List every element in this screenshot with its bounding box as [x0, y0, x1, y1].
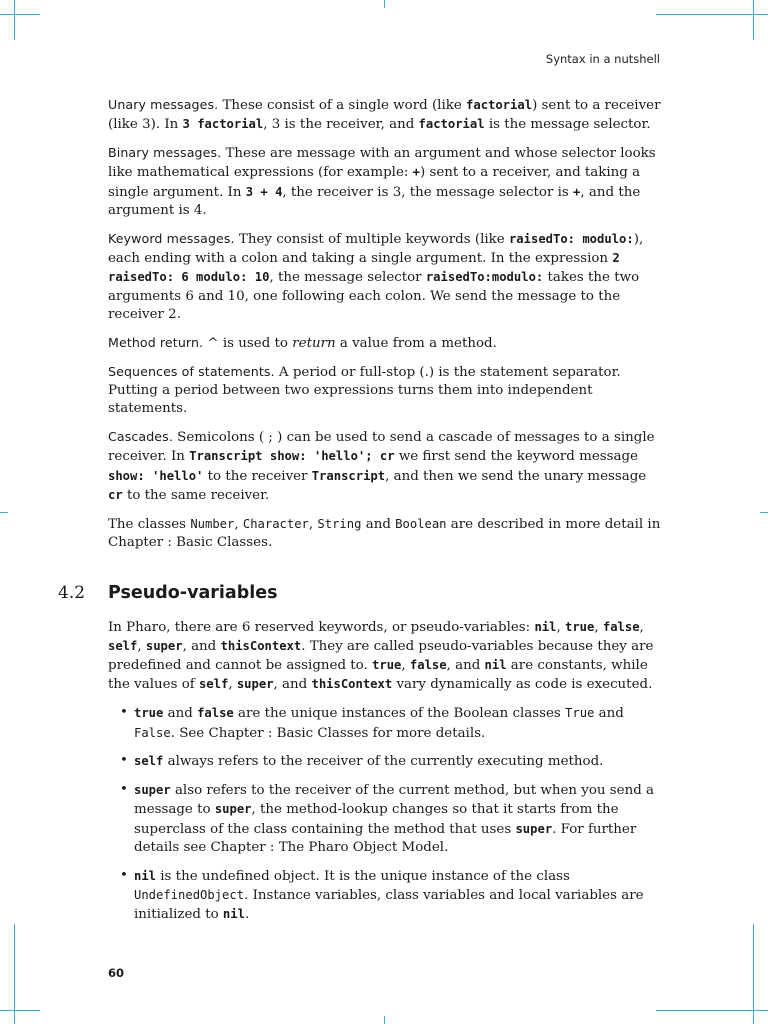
- code: thisContext: [220, 638, 302, 653]
- code: nil: [222, 907, 245, 922]
- code: show: 'hello': [108, 468, 204, 483]
- text: These consist of a single word (like: [218, 98, 467, 113]
- text: ,: [594, 619, 603, 635]
- text: ,: [401, 658, 410, 674]
- text: takes the two arguments 6 and 10, one following each colon. We send the message to the receiver 2.: [108, 270, 640, 322]
- text: . They are called pseudo-variables because they are predefined and cannot be assigned to.: [108, 638, 654, 674]
- text: vary dynamically as code is executed.: [392, 677, 653, 693]
- term: Unary messages.: [108, 97, 219, 112]
- text: , the receiver is 3, the message selector is: [282, 184, 574, 200]
- paragraph-method-return: [108, 334, 664, 353]
- code: factorial: [418, 117, 485, 132]
- text: . For further details see Chapter : The Pharo Object Model.: [134, 821, 637, 855]
- text: , and the argument is 4.: [108, 184, 641, 218]
- text: , and then we send the unary message: [385, 468, 647, 484]
- term: Keyword messages.: [108, 230, 235, 246]
- text: ,: [308, 516, 318, 532]
- code: super: [214, 802, 252, 817]
- text: Semicolons ( ; ) can be used to send a cascade of messages to a single receiver. In: [108, 429, 655, 465]
- code: factorial: [466, 98, 533, 112]
- code: super: [134, 783, 171, 798]
- code: super: [145, 638, 183, 653]
- term: Method return.: [108, 334, 204, 350]
- code: self: [108, 638, 138, 653]
- code: true: [372, 658, 402, 673]
- text: , 3 is the receiver, and: [263, 117, 419, 133]
- text: is the undefined object. It is the unique instance of the class: [156, 868, 570, 884]
- text: are the unique instances of the Boolean classes: [233, 706, 566, 722]
- code: Transcript show: 'hello'; cr: [189, 449, 395, 464]
- text: , the message selector: [269, 270, 426, 286]
- text: ) sent to a receiver (like 3). In: [108, 98, 661, 133]
- code: thisContext: [311, 677, 393, 692]
- list-item: [134, 752, 664, 771]
- code: String: [317, 516, 362, 531]
- emphasis: return: [292, 335, 336, 351]
- crop-mark: [753, 0, 754, 40]
- paragraph-cascades: [108, 428, 664, 505]
- code: Number: [190, 516, 235, 531]
- text: ) sent to a receiver, and taking a single argument. In: [108, 165, 641, 200]
- text: ,: [556, 619, 565, 635]
- code: 3 + 4: [245, 184, 283, 199]
- crop-mark: [0, 512, 8, 513]
- code: 3 factorial: [182, 117, 264, 132]
- code: false: [409, 658, 447, 673]
- text: , and: [273, 677, 312, 693]
- text: a value from a method.: [335, 335, 497, 351]
- text: are described in more detail in Chapter : Basic Classes.: [108, 516, 661, 550]
- paragraph-sequences: [108, 363, 664, 419]
- list-item: [134, 867, 664, 925]
- code: Character: [242, 516, 309, 531]
- text: to the receiver: [203, 468, 312, 484]
- text: to the same receiver.: [122, 487, 270, 503]
- crop-mark: [384, 1016, 385, 1024]
- text: . See Chapter : Basic Classes for more details.: [170, 725, 486, 741]
- crop-mark: [0, 14, 40, 15]
- crop-mark: [14, 924, 15, 1024]
- code: Transcript: [311, 468, 386, 483]
- text: ^ is used to: [203, 335, 293, 351]
- text: In Pharo, there are 6 reserved keywords, or pseudo-variables:: [108, 619, 535, 635]
- crop-mark: [753, 924, 754, 1024]
- code: super: [236, 677, 274, 692]
- text: we first send the keyword message: [394, 449, 638, 465]
- text: ), each ending with a colon and taking a single argument. In the expression: [108, 231, 644, 267]
- list-item: [134, 781, 664, 857]
- section-number: 4.2: [58, 583, 86, 604]
- text: They consist of multiple keywords (like: [234, 231, 509, 247]
- text: also refers to the receiver of the current method, but when you send a message to: [134, 783, 655, 818]
- text: , and: [182, 638, 221, 654]
- text: is the message selector.: [484, 117, 651, 133]
- code: True: [565, 706, 595, 721]
- bullet-list: [108, 704, 664, 924]
- code: +: [573, 184, 581, 199]
- paragraph-classes: [108, 515, 664, 553]
- section-heading: [58, 584, 664, 604]
- code: nil: [134, 868, 157, 883]
- text: are constants, while the values of: [108, 658, 648, 693]
- text: and: [361, 516, 396, 532]
- code: super: [515, 821, 553, 836]
- code: self: [198, 677, 229, 692]
- crop-mark: [384, 0, 385, 8]
- code: raisedTo:modulo:: [425, 270, 544, 285]
- crop-mark: [0, 1010, 40, 1011]
- code: +: [412, 165, 421, 180]
- paragraph-unary-messages: [108, 96, 664, 135]
- code: nil: [484, 658, 507, 673]
- code: cr: [108, 487, 123, 502]
- code: UndefinedObject: [134, 888, 245, 903]
- code: raisedTo: modulo:: [508, 231, 634, 246]
- code: false: [197, 706, 234, 721]
- paragraph-keyword-messages: [108, 230, 664, 324]
- code: false: [602, 619, 640, 634]
- crop-mark: [656, 1010, 768, 1011]
- crop-mark: [14, 0, 15, 40]
- term: Sequences of statements.: [108, 363, 275, 379]
- term: Binary messages.: [108, 145, 222, 161]
- text: . Instance variables, class variables and local variables are initialized to: [134, 888, 644, 923]
- text: , the method-lookup changes so that it starts from the superclass of the class containing the method that uses: [134, 802, 619, 837]
- running-header: Syntax in a nutshell: [545, 52, 660, 66]
- text: and: [163, 706, 198, 722]
- code: nil: [534, 619, 557, 634]
- code: self: [134, 754, 164, 769]
- paragraph-pseudo-variables: [108, 618, 664, 695]
- paragraph-binary-messages: [108, 144, 664, 220]
- code: true: [134, 706, 164, 721]
- text: ,: [228, 677, 237, 693]
- text: The classes: [108, 516, 191, 532]
- text: ,: [639, 619, 644, 635]
- code: 2 raisedTo: 6 modulo: 10: [108, 251, 620, 285]
- code: Boolean: [395, 516, 447, 531]
- code: true: [564, 619, 595, 634]
- text: ,: [234, 516, 243, 532]
- text: and: [594, 706, 624, 722]
- text: These are message with an argument and whose selector looks like mathematical expressions (for example:: [108, 146, 656, 181]
- text: .: [244, 907, 250, 923]
- text: A period or full-stop (.) is the statement separator. Putting a period between two expressions turns them into independent statements.: [108, 364, 621, 417]
- crop-mark: [656, 14, 768, 15]
- crop-mark: [760, 512, 768, 513]
- page-content: [58, 96, 664, 934]
- text: , and: [446, 658, 485, 674]
- page-number: 60: [108, 966, 125, 980]
- list-item: [134, 704, 664, 743]
- code: False: [134, 725, 171, 740]
- text: ,: [137, 638, 146, 654]
- section-title: Pseudo-variables: [108, 583, 278, 604]
- text: always refers to the receiver of the currently executing method.: [163, 754, 604, 770]
- term: Cascades.: [108, 428, 173, 444]
